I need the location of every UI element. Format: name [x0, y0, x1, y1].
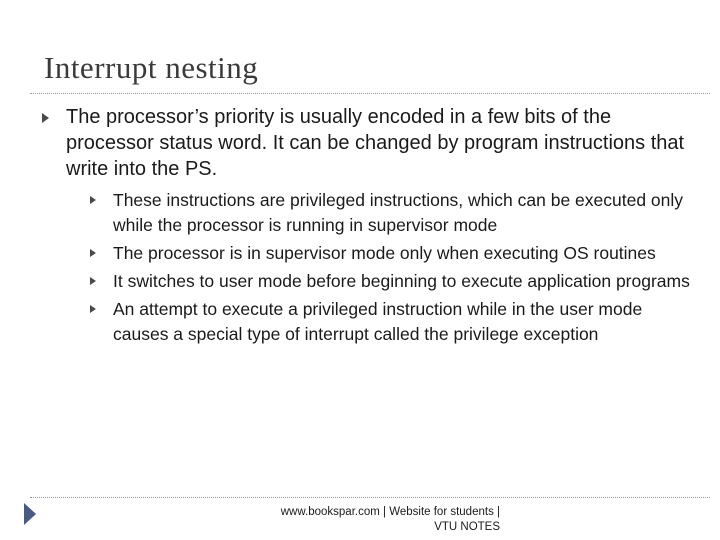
title-divider: [30, 93, 710, 94]
footer-line-2: VTU NOTES: [434, 521, 500, 533]
sub-bullet-item: [90, 241, 690, 266]
triangle-bullet-icon: [90, 196, 96, 204]
triangle-bullet-icon: [90, 305, 96, 313]
footer-text: [200, 505, 500, 535]
slide-title: Interrupt nesting: [44, 50, 259, 85]
slide-content: [40, 104, 690, 350]
sub-bullet-text: It switches to user mode before beginning to execute application programs: [113, 271, 690, 291]
triangle-footer-icon: [24, 503, 36, 525]
sub-bullet-text: These instructions are privileged instructions, which can be executed only while the processor is running in supervisor mode: [113, 190, 684, 235]
sub-bullet-item: [90, 297, 690, 347]
triangle-bullet-icon: [90, 249, 96, 257]
sub-bullet-item: [90, 269, 690, 294]
footer-line-1: www.bookspar.com | Website for students |: [280, 506, 500, 518]
main-bullet-text: The processor’s priority is usually encoded in a few bits of the processor status word. It can be changed by program instructions that write into the PS.: [66, 106, 685, 180]
main-bullet: [40, 104, 690, 182]
sub-bullet-text: An attempt to execute a privileged instruction while in the user mode causes a special type of interrupt called the privilege exception: [113, 299, 643, 344]
sub-bullet-item: [90, 188, 690, 238]
triangle-bullet-icon: [90, 277, 96, 285]
sub-bullet-text: The processor is in supervisor mode only when executing OS routines: [113, 243, 656, 263]
sub-bullet-list: [40, 188, 690, 347]
triangle-bullet-icon: [42, 113, 49, 123]
footer-divider: [30, 497, 710, 498]
